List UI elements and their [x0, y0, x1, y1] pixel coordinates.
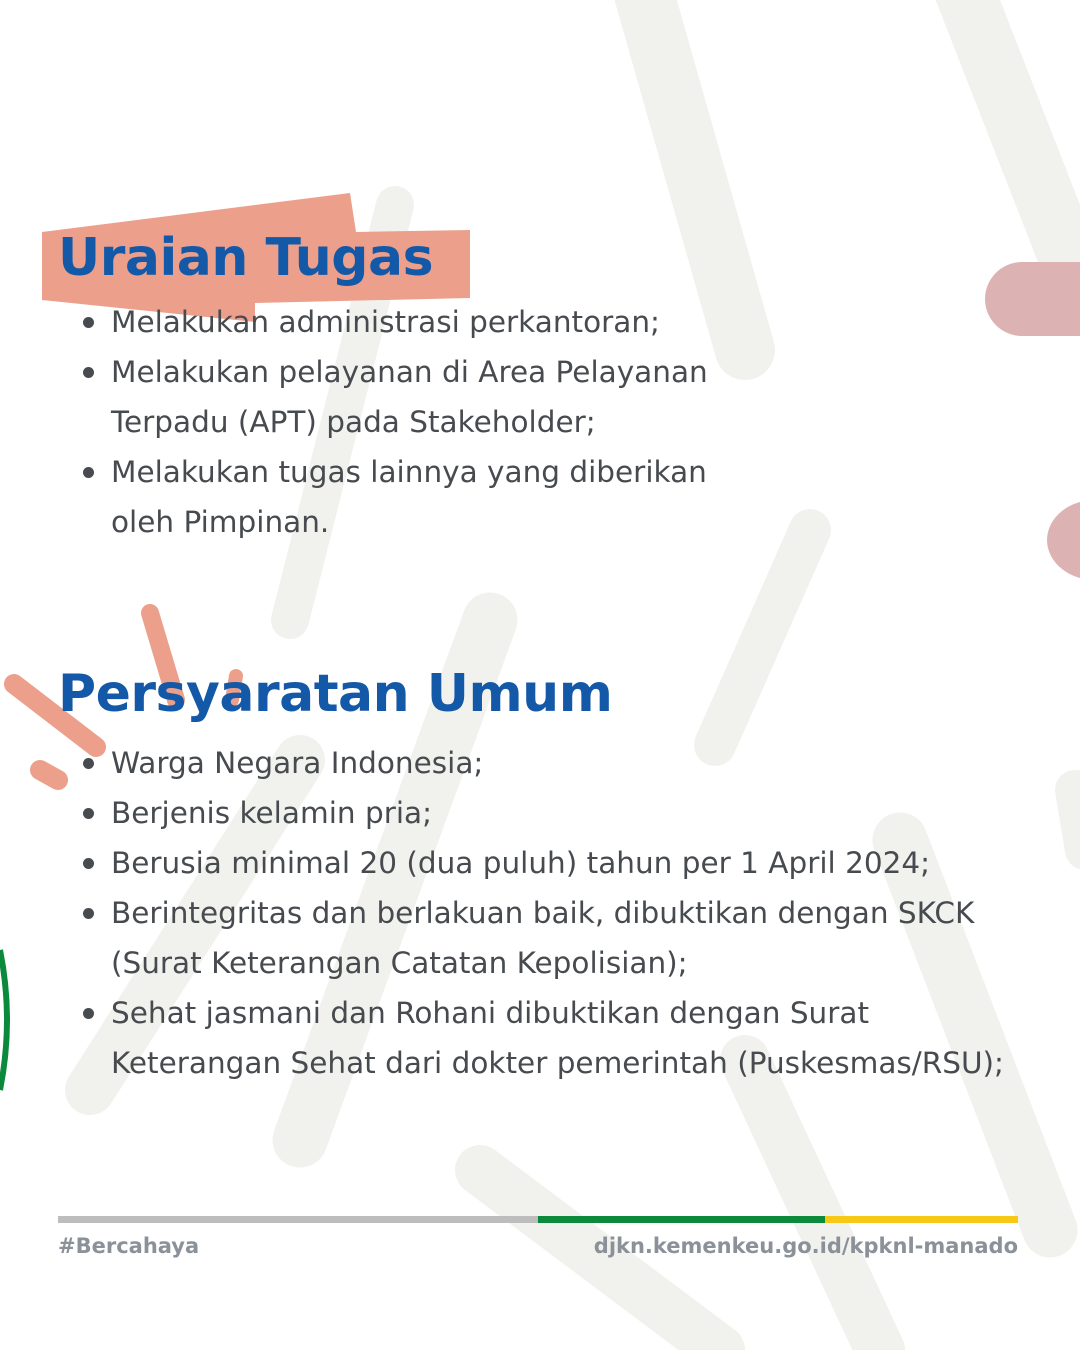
footer-bar-gray: [58, 1216, 538, 1223]
uraian-tugas-list: [80, 297, 720, 547]
list-item: Melakukan pelayanan di Area Pelayanan Terpadu (APT) pada Stakeholder;: [80, 347, 720, 447]
footer-url[interactable]: djkn.kemenkeu.go.id/kpknl-manado: [593, 1234, 1018, 1258]
list-item: Melakukan tugas lainnya yang diberikan oleh Pimpinan.: [80, 447, 720, 547]
footer-bar-yellow: [825, 1216, 1018, 1223]
persyaratan-umum-list: [80, 738, 1010, 1088]
footer-hashtag: #Bercahaya: [58, 1234, 200, 1258]
list-item: Berjenis kelamin pria;: [80, 788, 1010, 838]
list-item: Warga Negara Indonesia;: [80, 738, 1010, 788]
list-item: Sehat jasmani dan Rohani dibuktikan dengan Surat Keterangan Sehat dari dokter pemerintah (Puskesmas/RSU);: [80, 988, 1010, 1088]
footer-bar-green: [538, 1216, 825, 1223]
list-item: Melakukan administrasi perkantoran;: [80, 297, 720, 347]
section-title-persyaratan-umum: Persyaratan Umum: [58, 664, 613, 724]
section-title-uraian-tugas: Uraian Tugas: [58, 228, 434, 288]
list-item: Berintegritas dan berlakuan baik, dibuktikan dengan SKCK (Surat Keterangan Catatan Kepolisian);: [80, 888, 1010, 988]
list-item: Berusia minimal 20 (dua puluh) tahun per 1 April 2024;: [80, 838, 1010, 888]
